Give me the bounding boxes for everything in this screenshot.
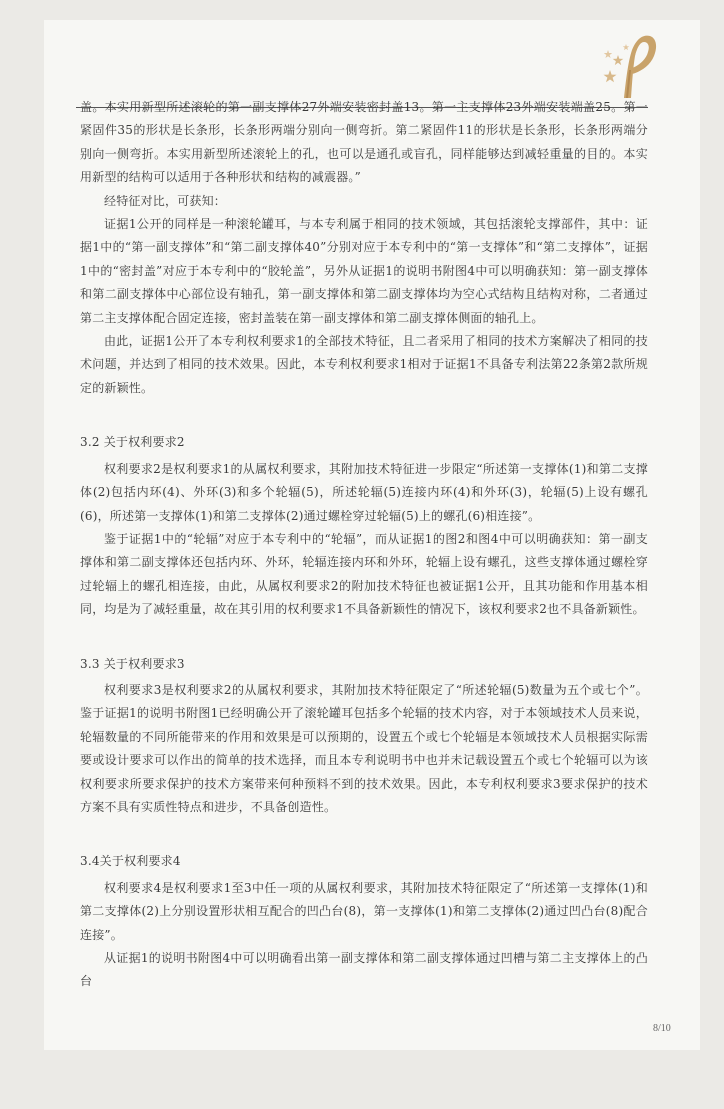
- paragraph: 权利要求3是权利要求2的从属权利要求，其附加技术特征限定了“所述轮辐(5)数量为五个或七个”。鉴于证据1的说明书附图1已经明确公开了滚轮罐耳包括多个轮辐的技术内容，对于本领域技术人员来说，轮辐数量的不同所能带来的作用和效果是可以预期的，设置五个或七个轮辐是本领域技术人员根据实际需要或设计要求可以作出的简单的技术选择，而且本专利说明书中也并未记载设置五个或七个轮辐可以为该权利要求所要求保护的技术方案带来何种预料不到的技术效果。因此，本专利权利要求3要求保护的技术方案不具有实质性特点和进步，不具备创造性。: [80, 682, 648, 814]
- document-body: [80, 96, 648, 994]
- paragraph: 鉴于证据1中的“轮辐”对应于本专利中的“轮辐”，而从证据1的图2和图4中可以明确获知：第一副支撑体和第二副支撑体还包括内环、外环，轮辐连接内环和外环，轮辐上设有螺孔，这些支撑体通过螺栓穿过轮辐上的螺孔相连接，由此，从属权利要求2的附加技术特征也被证据1公开，且其功能和作用基本相同，均是为了减轻重量，故在其引用的权利要求1不具备新颖性的情况下，该权利要求2也不具备新颖性。: [80, 531, 648, 617]
- paragraph: 从证据1的说明书附图4中可以明确看出第一副支撑体和第二副支撑体通过凹槽与第二主支撑体上的凸台: [80, 951, 648, 989]
- stars-and-p-emblem-icon: [596, 10, 660, 100]
- paragraph: 经特征对比，可获知：: [104, 193, 227, 208]
- section-heading: 3.3 关于权利要求3: [80, 656, 185, 671]
- paragraph: 权利要求4是权利要求1至3中任一项的从属权利要求，其附加技术特征限定了“所述第一支撑体(1)和第二支撑体(2)上分别设置形状相互配合的凹凸台(8)，第一支撑体(1)和第二支撑体(2)通过凹凸台(8)配合连接”。: [80, 880, 648, 942]
- paragraph: 由此，证据1公开了本专利权利要求1的全部技术特征，且二者采用了相同的技术方案解决了相同的技术问题，并达到了相同的技术效果。因此，本专利权利要求1相对于证据1不具备专利法第22条第2款所规定的新颖性。: [80, 334, 648, 395]
- paragraph: 权利要求2是权利要求1的从属权利要求，其附加技术特征进一步限定“所述第一支撑体(1)和第二支撑体(2)包括内环(4)、外环(3)和多个轮辐(5)，所述轮辐(5)连接内环(4)和外环(3)，轮辐(5)上设有螺孔(6)，所述第一支撑体(1)和第二支撑体(2)通过螺栓穿过轮辐(5)上的螺孔(6)相连接”。: [80, 461, 648, 523]
- paragraph: 证据1公开的同样是一种滚轮罐耳，与本专利属于相同的技术领域，其包括滚轮支撑部件，其中：证据1中的“第一副支撑体”和“第二副支撑体40”分别对应于本专利中的“第一支撑体”和“第二支撑体”，证据1中的“密封盖”对应于本专利中的“胶轮盖”，另外从证据1的说明书附图4中可以明确获知：第一副支撑体和第二副支撑体中心部位设有轴孔，第一副支撑体和第二副支撑体均为空心式结构且结构对称，二者通过第二主支撑体配合固定连接，密封盖装在第一副支撑体和第二副支撑体侧面的轴孔上。: [80, 217, 648, 325]
- section-heading: 3.2 关于权利要求2: [80, 435, 185, 450]
- paragraph: 盖。本实用新型所述滚轮的第一副支撑体27外端安装密封盖13。第一主支撑体23外端安装端盖25。第一紧固件35的形状是长条形，长条形两端分别向一侧弯折。第二紧固件11的形状是长条形，长条形两端分别向一侧弯折。本实用新型所述滚轮上的孔，也可以是通孔或盲孔，同样能够达到减轻重量的目的。本实用新型的结构可以适用于各种形状和结构的减震器。”: [80, 100, 648, 185]
- page-number: 8/10: [653, 1023, 671, 1034]
- section-heading: 3.4关于权利要求4: [80, 854, 181, 869]
